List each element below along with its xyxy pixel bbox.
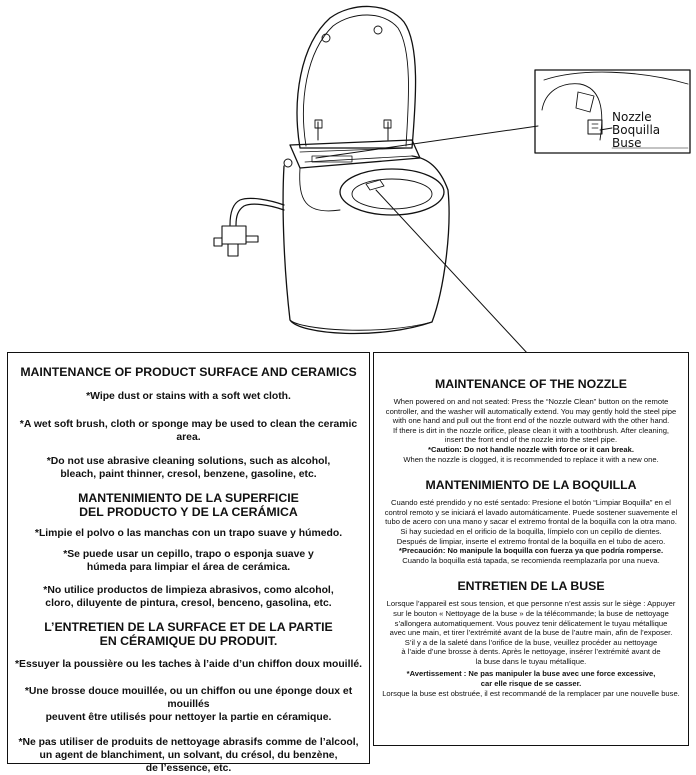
callout-label-boquilla: Boquilla (612, 123, 661, 137)
surface-fr-p2b: peuvent être utilisés pour nettoyer la partie en céramique. (45, 712, 332, 723)
nozzle-fr-l2: sur le bouton « Nettoyage de la buse » de la télécommande; la buse de nettoyage (393, 608, 669, 618)
nozzle-fr-l4: avec une main, et tirer l’extrémité avant de la buse de l’autre main, afin de l’exposer. (389, 628, 673, 638)
surface-title-es-b: DEL PRODUCTO Y DE LA CERÁMICA (79, 505, 298, 519)
nozzle-es-l6: Cuando la boquilla está tapada, se recomienda reemplazarla por una nueva. (402, 555, 660, 565)
surface-es-p2b: húmeda para limpiar el área de cerámica. (86, 562, 291, 573)
surface-en-p2: *A wet soft brush, cloth or sponge may be used to clean the ceramic area. (19, 419, 358, 443)
nozzle-es-l5: Después de limpiar, inserte el extremo frontal de la boquilla en el tubo de acero. (396, 536, 666, 546)
nozzle-es-l3: tubo de acero con una mano y sacar el extremo frontal de la boquilla con la otra mano. (385, 517, 677, 527)
surface-es-p2a: *Se puede usar un cepillo, trapo o esponja suave y (63, 549, 314, 560)
surface-title-es-a: MANTENIMIENTO DE LA SUPERFICIE (78, 491, 299, 505)
nozzle-es-caution: *Precaución: No manipule la boquilla con fuerza ya que podría romperse. (398, 546, 664, 556)
surface-title-fr-b: EN CÉRAMIQUE DU PRODUIT. (99, 634, 278, 648)
nozzle-en-l1: When powered on and not seated: Press the “Nozzle Clean” button on the remote (393, 397, 669, 406)
nozzle-maintenance-box (373, 352, 689, 746)
nozzle-es-l4: Si hay suciedad en el orificio de la boquilla, límpielo con un cepillo de dientes. (400, 526, 662, 536)
surface-en-p1: *Wipe dust or stains with a soft wet cloth. (86, 391, 291, 402)
nozzle-fr-caution-b: car elle risque de se casser. (480, 679, 582, 689)
nozzle-title-es: MANTENIMIENTO DE LA BOQUILLA (425, 478, 637, 493)
callout-label-nozzle: Nozzle (612, 110, 652, 124)
nozzle-en-l3: with one hand and pull out the front end of the nozzle outward with the other hand. (392, 416, 670, 426)
callout-label-buse: Buse (612, 136, 642, 150)
surface-fr-p3a: *Ne pas utiliser de produits de nettoyage abrasifs comme de l’alcool, (18, 737, 359, 748)
seat-housing (290, 140, 420, 168)
nozzle-fr-l6: à l’aide d’une brosse à dents. Après le nettoyage, insérer l’extrémité avant de (401, 647, 661, 657)
callout-leader-lower (376, 190, 528, 354)
surface-fr-p1: *Essuyer la poussière ou les taches à l’aide d’un chiffon doux mouillé. (14, 659, 363, 670)
nozzle-en-l5: insert the front end of the nozzle into the steel pipe. (444, 435, 618, 445)
nozzle-en-l2: controller, and the washer will automatically extend. You may gently hold the steel pipe (385, 406, 677, 416)
surface-fr-p2a: *Une brosse douce mouillée, ou un chiffon ou une éponge doux et mouillés (24, 686, 353, 710)
surface-fr-p3b: un agent de blanchiment, un solvant, du crésol, du benzène, (39, 750, 338, 761)
surface-title-fr-a: L’ENTRETIEN DE LA SURFACE ET DE LA PARTIE (44, 620, 333, 634)
nozzle-title-en: MAINTENANCE OF THE NOZZLE (435, 377, 627, 391)
surface-maintenance-box (7, 352, 370, 774)
surface-es-p3b: cloro, diluyente de pintura, cresol, benceno, gasolina, etc. (45, 598, 332, 609)
surface-en-p3b: bleach, paint thinner, cresol, benzene, gasoline, etc. (60, 469, 317, 480)
nozzle-fr-l8: Lorsque la buse est obstruée, il est recommandé de la remplacer par une nouvelle buse. (382, 688, 680, 698)
toilet-seat (340, 169, 444, 215)
nozzle-fr-caution-a: *Avertissement : Ne pas manipuler la buse avec une force excessive, (406, 669, 656, 679)
surface-es-p1: *Limpie el polvo o las manchas con un trapo suave y húmedo. (34, 528, 343, 539)
nozzle-fr-l3: s’allongera automatiquement. Vous pouvez tenir délicatement le tuyau métallique (394, 618, 668, 628)
nozzle-en-l6: When the nozzle is clogged, it is recommended to replace it with a new one. (403, 454, 659, 464)
nozzle-fr-l7: la buse dans le tuyau métallique. (475, 656, 587, 666)
nozzle-es-l2: control remoto y se iniciará el lavado automáticamente. Puede sostener suavemente el (384, 507, 678, 517)
nozzle-title-fr: ENTRETIEN DE LA BUSE (457, 579, 605, 594)
nozzle-en-l4: If there is dirt in the nozzle orifice, please clean it with a toothbrush. After cleaning, (392, 425, 670, 435)
surface-title-en: MAINTENANCE OF PRODUCT SURFACE AND CERAMICS (20, 365, 357, 379)
water-hose (230, 198, 284, 225)
nozzle-es-l1: Cuando esté prendido y no esté sentado: Presione el botón “Limpiar Boquilla” en el (391, 498, 671, 508)
nozzle-icon (588, 120, 602, 134)
nozzle-fr-l5: S’il y a de la saleté dans l’orifice de la buse, veuillez procéder au nettoyage (404, 637, 658, 647)
nozzle-fr-l1: Lorsque l’appareil est sous tension, et que personne n’est assis sur le siège : Appuyer (386, 599, 676, 609)
surface-es-p3a: *No utilice productos de limpieza abrasivos, como alcohol, (43, 585, 334, 596)
surface-fr-p3c: de l’essence, etc. (145, 763, 232, 774)
surface-en-p3a: *Do not use abrasive cleaning solutions, such as alcohol, (46, 456, 331, 467)
nozzle-en-caution: *Caution: Do not handle nozzle with force or it can break. (428, 444, 634, 454)
water-valve (214, 226, 258, 256)
